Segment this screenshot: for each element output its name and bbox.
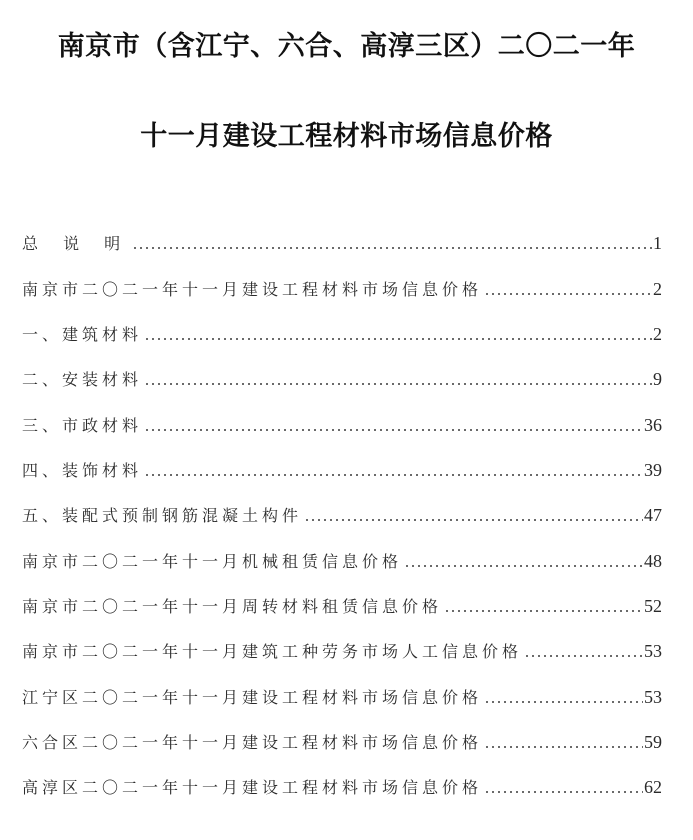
toc-entry-general-notes[interactable]	[22, 230, 662, 254]
toc-entry-label: 南京市二〇二一年十一月建筑工种劳务市场人工信息价格	[22, 642, 523, 661]
toc-leader-dots	[484, 700, 643, 704]
toc-entry-label: 南京市二〇二一年十一月建设工程材料市场信息价格	[22, 280, 483, 299]
toc-leader-dots	[404, 564, 643, 568]
toc-entry-page: 53	[644, 687, 662, 707]
toc-entry-installation-materials[interactable]	[22, 366, 662, 390]
toc-leader-dots	[484, 745, 643, 749]
toc-leader-dots	[132, 246, 652, 250]
toc-entry-labor-prices[interactable]	[22, 638, 662, 662]
document-title-line-1: 南京市（含江宁、六合、高淳三区）二〇二一年	[57, 31, 636, 62]
toc-entry-page: 9	[653, 369, 662, 389]
toc-entry-label: 南京市二〇二一年十一月周转材料租赁信息价格	[22, 597, 443, 616]
toc-entry-precast-concrete[interactable]	[22, 502, 662, 526]
toc-leader-dots	[524, 654, 643, 658]
toc-entry-luhe-materials[interactable]	[22, 729, 662, 753]
toc-entry-label: 南京市二〇二一年十一月机械租赁信息价格	[22, 552, 403, 571]
document-title-line-2: 十一月建设工程材料市场信息价格	[140, 121, 553, 152]
toc-entry-municipal-materials[interactable]	[22, 412, 662, 436]
toc-entry-label: 二、安装材料	[22, 370, 143, 389]
toc-leader-dots	[144, 473, 643, 477]
toc-entry-page: 47	[644, 505, 662, 525]
toc-entry-page: 59	[644, 732, 662, 752]
toc-entry-label: 总 说 明	[22, 234, 131, 253]
toc-leader-dots	[304, 518, 643, 522]
toc-entry-label: 四、装饰材料	[22, 461, 143, 480]
toc-entry-building-materials[interactable]	[22, 321, 662, 345]
toc-entry-machinery-rental[interactable]	[22, 548, 662, 572]
toc-leader-dots	[484, 790, 643, 794]
toc-entry-turnover-materials-rental[interactable]	[22, 593, 662, 617]
toc-leader-dots	[144, 337, 652, 341]
toc-leader-dots	[144, 428, 643, 432]
toc-leader-dots	[484, 292, 652, 296]
toc-entry-page: 1	[653, 233, 662, 253]
toc-entry-decoration-materials[interactable]	[22, 457, 662, 481]
toc-entry-label: 高淳区二〇二一年十一月建设工程材料市场信息价格	[22, 778, 483, 797]
toc-entry-gaochun-materials[interactable]	[22, 774, 662, 798]
toc-entry-page: 62	[644, 777, 662, 797]
toc-entry-page: 39	[644, 460, 662, 480]
toc-entry-page: 2	[653, 324, 662, 344]
toc-leader-dots	[444, 609, 643, 613]
toc-entry-page: 48	[644, 551, 662, 571]
toc-entry-page: 36	[644, 415, 662, 435]
toc-entry-page: 53	[644, 641, 662, 661]
toc-entry-page: 2	[653, 279, 662, 299]
toc-entry-nanjing-materials[interactable]	[22, 276, 662, 300]
toc-entry-label: 一、建筑材料	[22, 325, 143, 344]
toc-entry-jiangning-materials[interactable]	[22, 684, 662, 708]
toc-leader-dots	[144, 382, 652, 386]
toc-entry-page: 52	[644, 596, 662, 616]
toc-entry-label: 江宁区二〇二一年十一月建设工程材料市场信息价格	[22, 688, 483, 707]
toc-entry-label: 六合区二〇二一年十一月建设工程材料市场信息价格	[22, 733, 483, 752]
toc-entry-label: 三、市政材料	[22, 416, 143, 435]
toc-entry-label: 五、装配式预制钢筋混凝土构件	[22, 506, 303, 525]
